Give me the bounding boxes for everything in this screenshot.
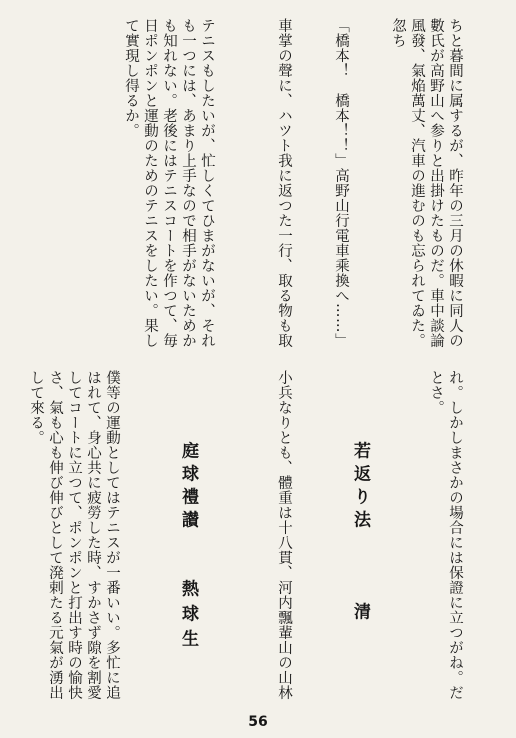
article-title: 庭球禮讃 熱球生 xyxy=(178,441,198,655)
article-tennis-intro xyxy=(14,18,254,355)
paragraph: 「橋本！ 橋本！！」高野山行電車乘換へ……」 xyxy=(333,18,349,348)
paragraph: 車掌の聲に、ハツト我に返つた一行、取る物も取 xyxy=(276,18,292,348)
article-author: 熱球生 xyxy=(178,579,198,655)
paragraph: れ。しかしまさかの場合には保證に立つがね。だとさ。 xyxy=(428,370,463,700)
page-number: 56 xyxy=(248,714,268,730)
paragraph: 僕等の運動としてはテニスが一番いい。多忙に追はれて、身心共に疲勞した時、すかさず隙を割愛してコートに立つて、ポンポンと打出す時の愉快さ、氣も心も伸び伸びとして溌剌たる元氣が湧出して來る。 xyxy=(28,370,120,700)
paragraph: ちと暮間に属するが、昨年の三月の休暇に同人の數氏が高野山へ参りと出掛けたものだ。車中談論風發、氣焔萬丈、汽車の進むのも忘られてゐた。忽ち xyxy=(390,18,463,348)
article-anecdote xyxy=(274,18,502,355)
article-title: 若返り法 清 xyxy=(350,441,370,628)
article-tennis xyxy=(14,370,254,707)
article-rejuvenation xyxy=(274,370,502,707)
article-author: 清 xyxy=(350,602,370,628)
paragraph: 小兵なりとも、體重は十八貫、河内飄輩山の山林 xyxy=(276,370,292,700)
paragraph: テニスもしたいが、忙しくてひまがないが、それも一つには、あまり上手なので相手がないためかも知れない。老後にはテニスコートを作つて、毎日ポンポンと運動のためのテニスをしたい。果して實現し得るか。 xyxy=(123,18,215,348)
